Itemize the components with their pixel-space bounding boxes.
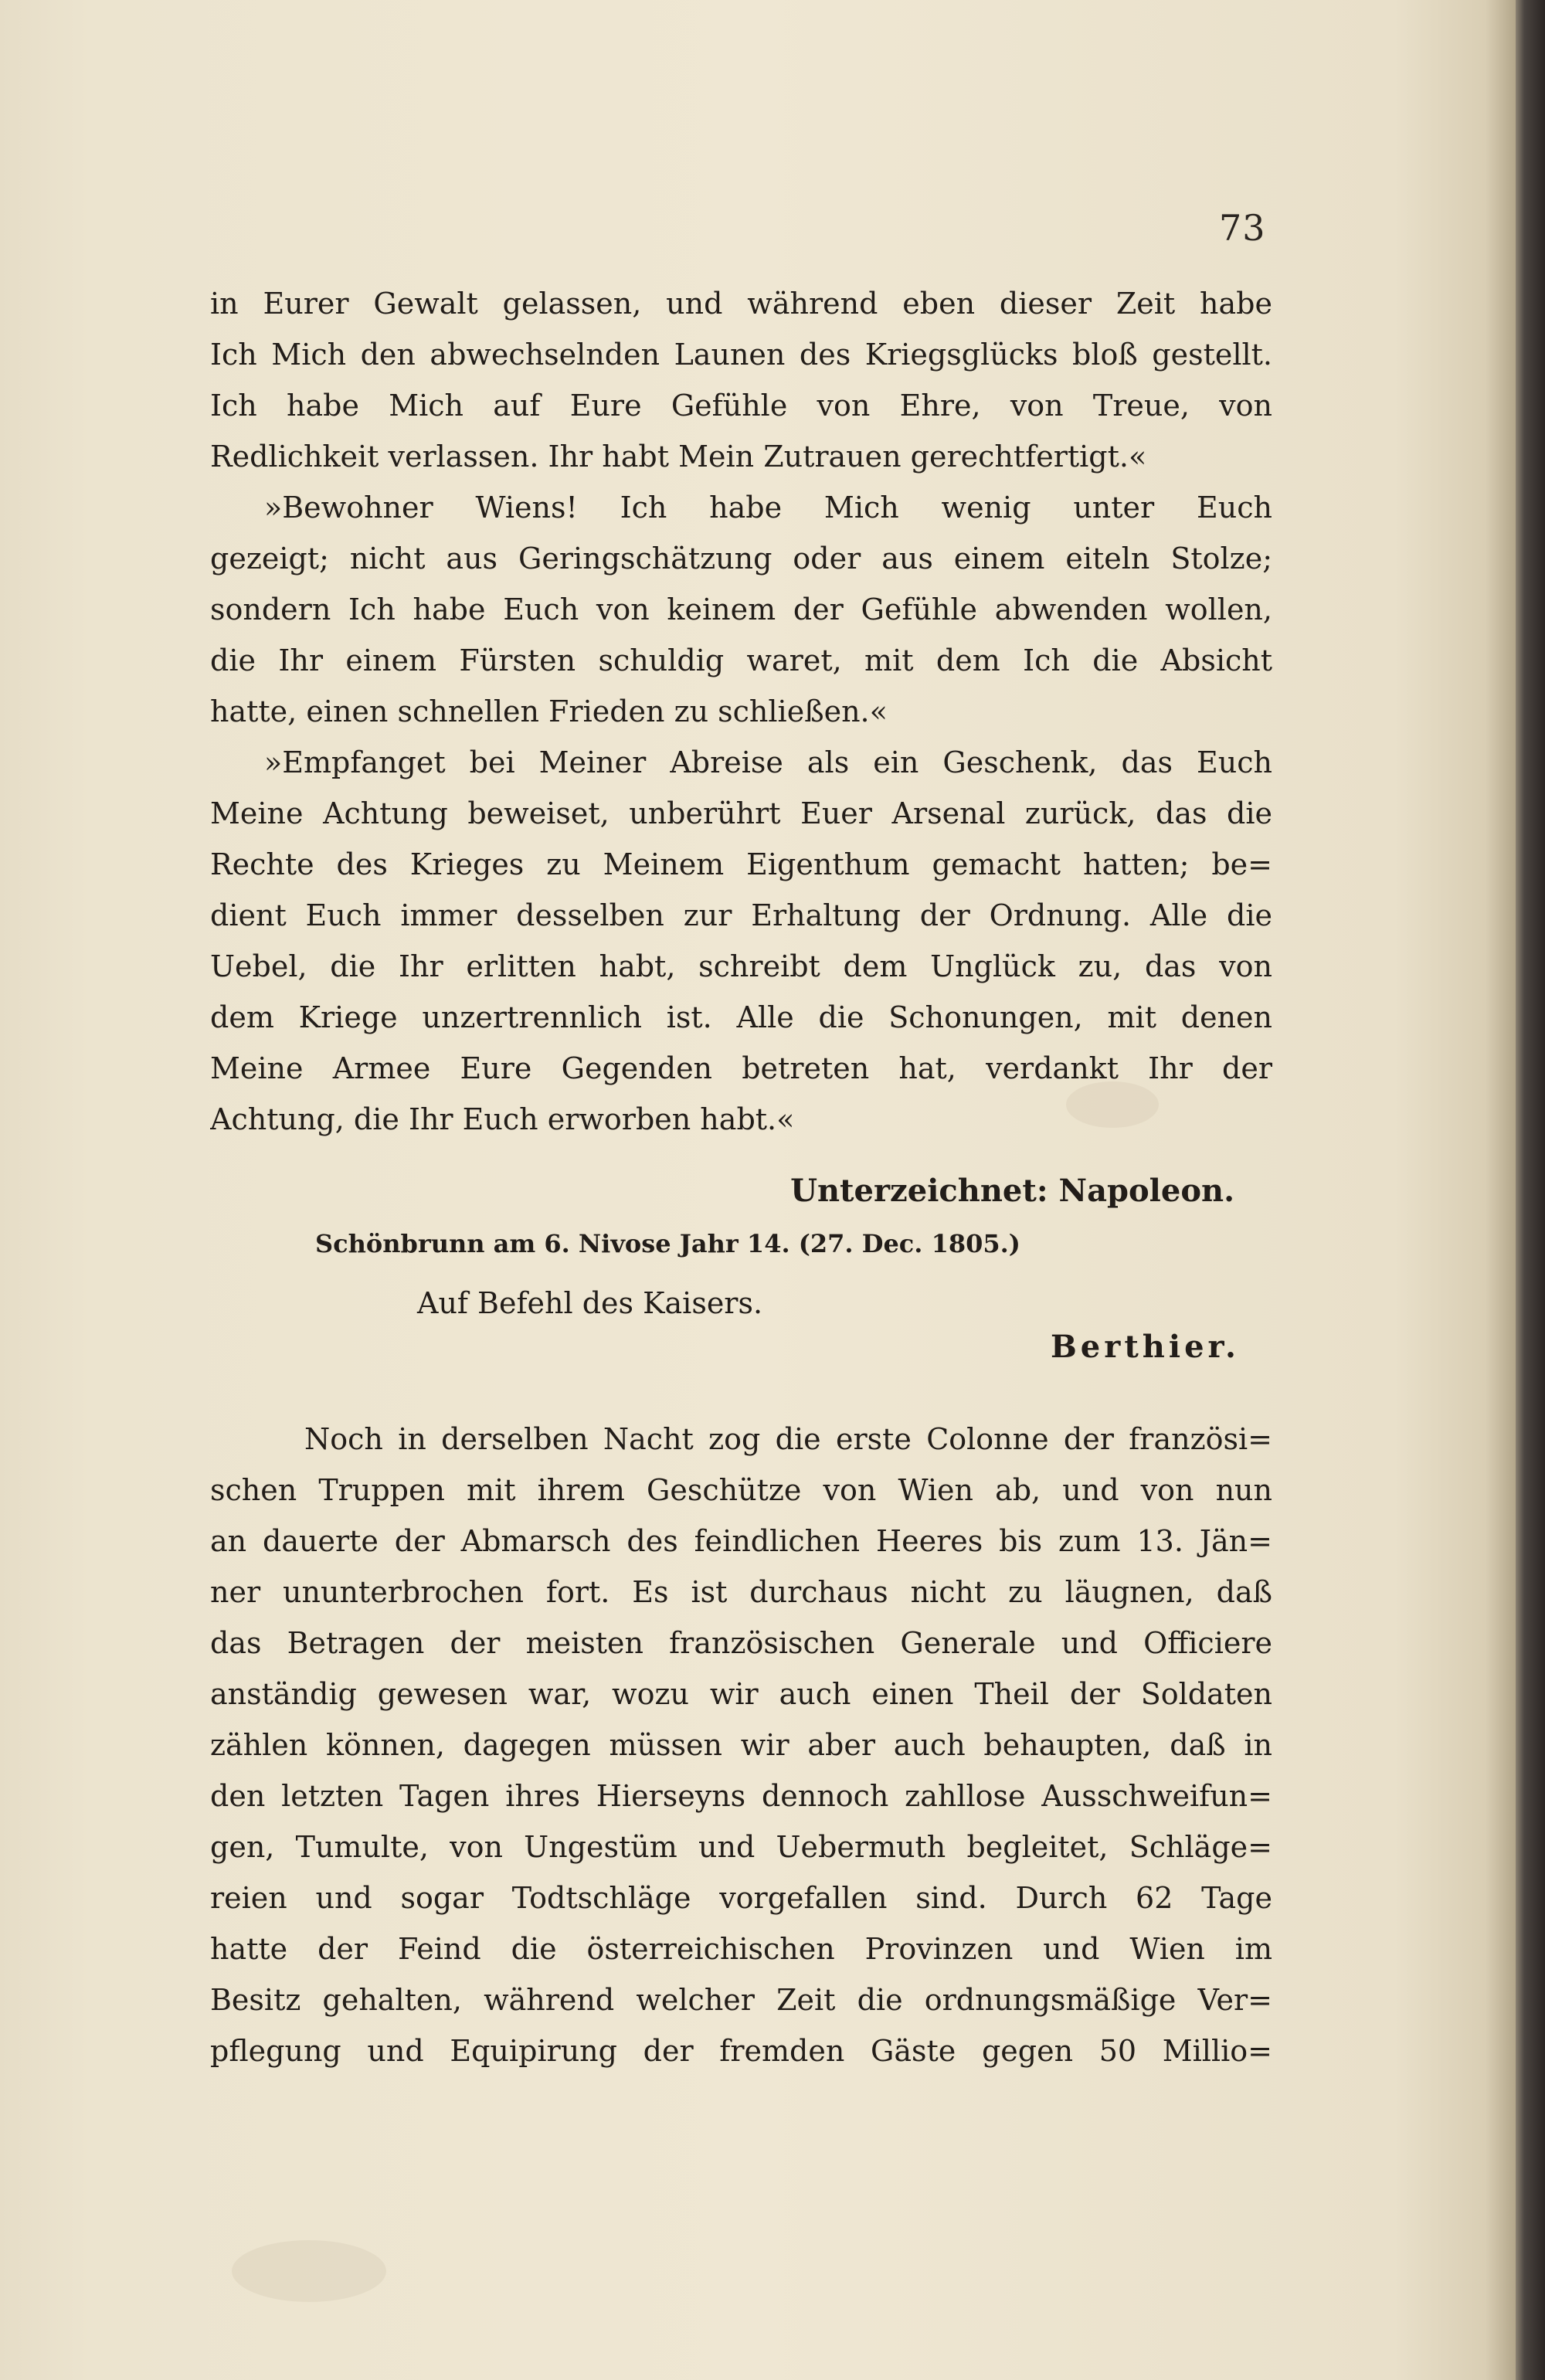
book-edge [1516, 0, 1545, 2380]
text-line: anständig gewesen war, wozu wir auch einen Theil der Soldaten [210, 1677, 1272, 1711]
signature-napoleon: Unterzeichnet: Napoleon. [790, 1173, 1234, 1209]
text-line: hatte, einen schnellen Frieden zu schließen.« [210, 694, 888, 728]
text-line: Redlichkeit verlassen. Ihr habt Mein Zutrauen gerechtfertigt.« [210, 440, 1147, 474]
text-line: Meine Achtung beweiset, unberührt Euer Arsenal zurück, das die [210, 796, 1272, 830]
text-line: Achtung, die Ihr Euch erworben habt.« [210, 1102, 795, 1136]
text-line: ner ununterbrochen fort. Es ist durchaus nicht zu läugnen, daß [210, 1575, 1272, 1609]
text-line: Meine Armee Eure Gegenden betreten hat, verdankt Ihr der [210, 1051, 1272, 1085]
text-line: Rechte des Krieges zu Meinem Eigenthum gemacht hatten; be= [210, 847, 1272, 881]
text-line: gezeigt; nicht aus Geringschätzung oder aus einem eiteln Stolze; [210, 542, 1272, 575]
text-line: gen, Tumulte, von Ungestüm und Uebermuth begleitet, Schläge= [210, 1830, 1272, 1864]
text-line: »Empfanget bei Meiner Abreise als ein Geschenk, das Euch [264, 745, 1272, 779]
text-line: dient Euch immer desselben zur Erhaltung der Ordnung. Alle die [210, 898, 1272, 932]
text-line: pflegung und Equipirung der fremden Gäste gegen 50 Millio= [210, 2034, 1272, 2068]
text-line: sondern Ich habe Euch von keinem der Gefühle abwenden wollen, [210, 592, 1272, 626]
text-line: die Ihr einem Fürsten schuldig waret, mit dem Ich die Absicht [210, 643, 1272, 677]
text-line: Uebel, die Ihr erlitten habt, schreibt dem Unglück zu, das von [210, 949, 1272, 983]
dateline: Schönbrunn am 6. Nivose Jahr 14. (27. Dec. 1805.) [315, 1229, 1020, 1258]
text-line: schen Truppen mit ihrem Geschütze von Wien ab, und von nun [210, 1473, 1272, 1507]
text-line: an dauerte der Abmarsch des feindlichen Heeres bis zum 13. Jän= [210, 1524, 1272, 1558]
page-number: 73 [1219, 207, 1266, 249]
text-line: dem Kriege unzertrennlich ist. Alle die Schonungen, mit denen [210, 1000, 1272, 1034]
paper-stain [232, 2240, 386, 2302]
text-line: zählen können, dagegen müssen wir aber auch behaupten, daß in [210, 1728, 1272, 1762]
text-line: in Eurer Gewalt gelassen, und während eben dieser Zeit habe [210, 287, 1272, 321]
text-line: das Betragen der meisten französischen Generale und Officiere [210, 1626, 1272, 1660]
text-line: Ich Mich den abwechselnden Launen des Kriegsglücks bloß gestellt. [210, 338, 1272, 372]
countersign-berthier: Berthier. [1051, 1329, 1240, 1365]
text-line: reien und sogar Todtschläge vorgefallen sind. Durch 62 Tage [210, 1881, 1272, 1915]
order-line: Auf Befehl des Kaisers. [417, 1286, 763, 1320]
text-line: den letzten Tagen ihres Hierseyns dennoch zahllose Ausschweifun= [210, 1779, 1272, 1813]
text-line: Besitz gehalten, während welcher Zeit die ordnungsmäßige Ver= [210, 1983, 1272, 2017]
text-line: »Bewohner Wiens! Ich habe Mich wenig unter Euch [264, 491, 1272, 525]
text-line: hatte der Feind die österreichischen Provinzen und Wien im [210, 1932, 1272, 1966]
text-line: Noch in derselben Nacht zog die erste Colonne der französi= [304, 1422, 1272, 1456]
text-line: Ich habe Mich auf Eure Gefühle von Ehre, von Treue, von [210, 389, 1272, 423]
